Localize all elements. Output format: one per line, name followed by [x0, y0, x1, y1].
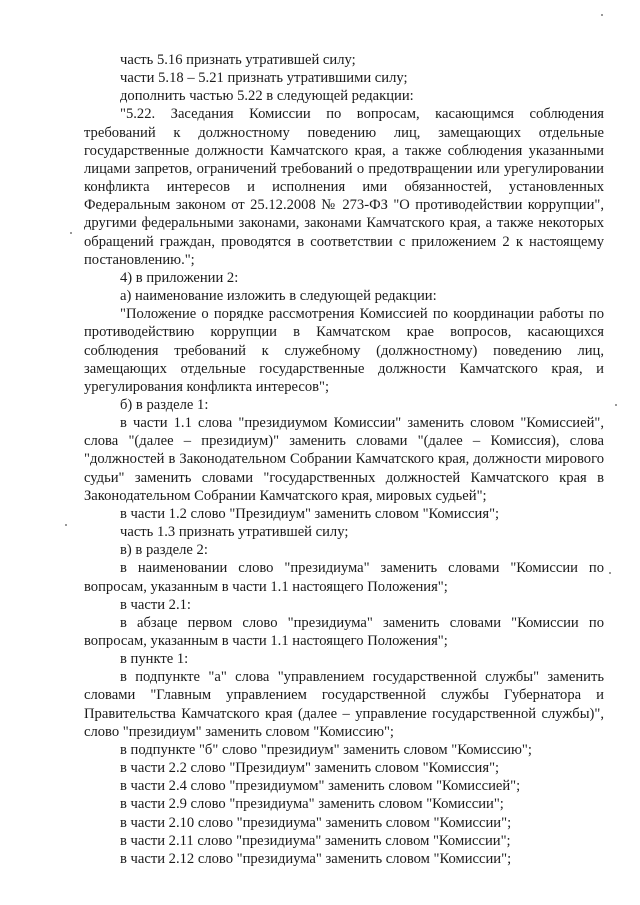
paragraph: в части 2.9 слово "президиума" заменить словом "Комиссии"; — [120, 796, 504, 813]
paragraph: в части 2.2 слово "Президиум" заменить словом "Комиссия"; — [120, 760, 500, 777]
paragraph: часть 1.3 признать утратившей силу; — [120, 524, 349, 541]
scan-speck — [615, 404, 617, 406]
scan-speck — [609, 572, 611, 574]
paragraph: части 5.18 – 5.21 признать утратившими силу; — [120, 70, 408, 87]
paragraph: в пункте 1: — [120, 651, 189, 668]
scan-speck — [601, 14, 603, 16]
paragraph: в части 2.4 слово "президиумом" заменить словом "Комиссией"; — [120, 778, 521, 795]
paragraph: а) наименование изложить в следующей редакции: — [120, 288, 437, 305]
paragraph: "Положение о порядке рассмотрения Комиссией по координации работы по противодействию коррупции в Камчатском крае вопросов, касающихся соблюдения требований к служебному (должностному) поведению лиц, замещающих отдельные государственные должности Камчатского края, и урегулирования конфликта интересов"; — [84, 306, 604, 395]
paragraph: в подпункте "б" слово "президиум" заменить словом "Комиссию"; — [120, 741, 532, 758]
paragraph: в части 2.12 слово "президиума" заменить словом "Комиссии"; — [120, 850, 512, 867]
paragraph: в части 2.11 слово "президиума" заменить словом "Комиссии"; — [120, 832, 511, 849]
paragraph: в части 2.1: — [120, 596, 191, 613]
paragraph: "5.22. Заседания Комиссии по вопросам, касающимся соблюдения требований к должностному поведению лиц, замещающих отдельные государственные должности Камчатского края, а также соблюдения указанными лицами запретов, ограничений требований о предотвращении или урегулировании конфликта интересов и исполнения ими обязанностей, установленных Федеральным законом от 25.12.2008 № 273-ФЗ "О противодействии коррупции", другими федеральными законами, законами Камчатского края, а также некоторых обращений граждан, проводятся в соответствии с приложением 2 к настоящему постановлению."; — [84, 106, 604, 268]
paragraph: в подпункте "а" слова "управлением государственной службы" заменить словами "Главным управлением государственной службы Губернатора и Правительства Камчатского края (далее – управление государственной службы)", слово "президиум" заменить словом "Комиссию"; — [84, 669, 604, 740]
paragraph: б) в разделе 1: — [120, 396, 209, 413]
document-body — [84, 51, 604, 868]
paragraph: дополнить частью 5.22 в следующей редакции: — [120, 88, 414, 105]
paragraph: часть 5.16 признать утратившей силу; — [120, 52, 356, 68]
paragraph: в) в разделе 2: — [120, 542, 208, 559]
scan-speck — [70, 232, 72, 234]
scan-speck — [65, 524, 67, 526]
paragraph: в части 2.10 слово "президиума" заменить словом "Комиссии"; — [120, 814, 512, 831]
paragraph: в части 1.1 слова "президиумом Комиссии" заменить словом "Комиссией", слова "(далее – президиум)" заменить словами "(далее – Комиссия), слова "должностей в Законодательном Собрании Камчатского края, должности мирового судьи" заменить словами "государственных должностей Камчатского края в Законодательном Собрании Камчатского края, мировых судьей"; — [84, 415, 604, 504]
paragraph: в абзаце первом слово "президиума" заменить словами "Комиссии по вопросам, указанным в части 1.1 настоящего Положения"; — [84, 614, 604, 649]
paragraph: в наименовании слово "президиума" заменить словами "Комиссии по вопросам, указанным в части 1.1 настоящего Положения"; — [84, 560, 604, 595]
paragraph: в части 1.2 слово "Президиум" заменить словом "Комиссия"; — [120, 505, 500, 522]
paragraph: 4) в приложении 2: — [120, 269, 239, 286]
